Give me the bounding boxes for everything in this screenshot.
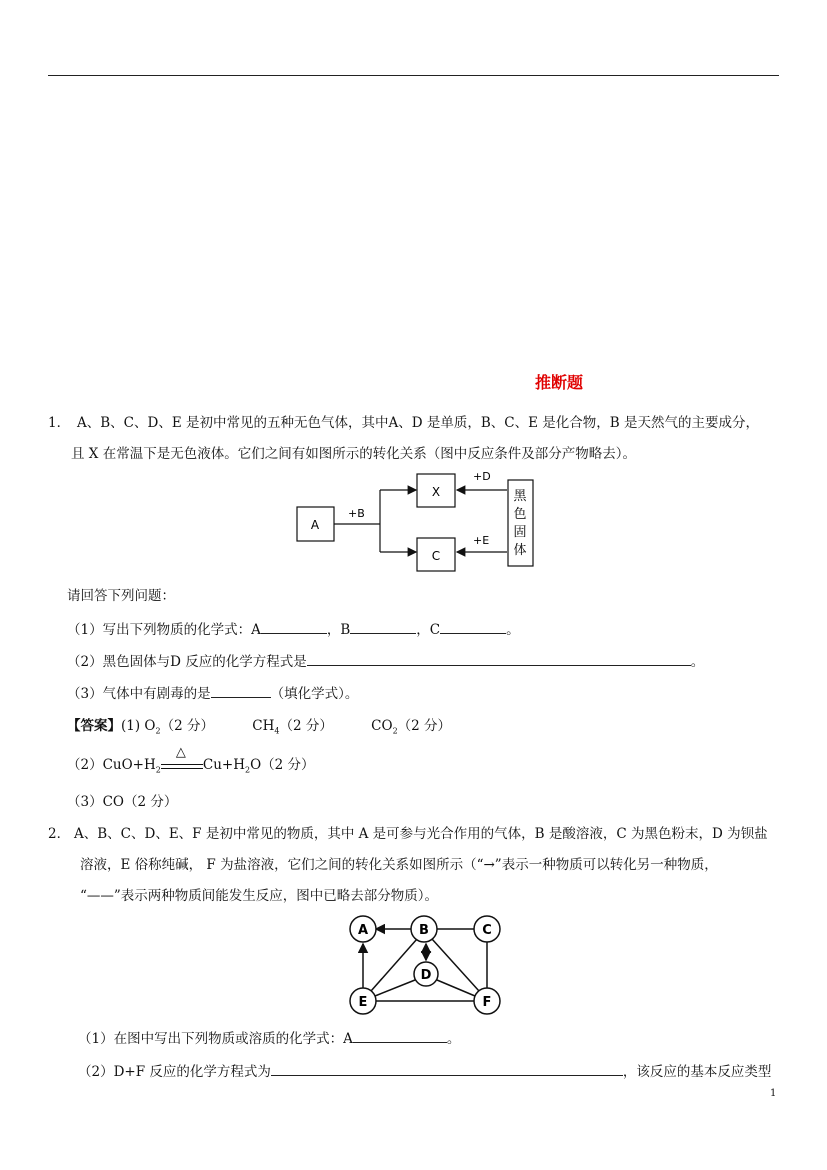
q1-sub1-b: ，B bbox=[326, 622, 351, 638]
answer-1c: CO bbox=[371, 718, 393, 734]
q2-sub1-end: 。 bbox=[446, 1031, 461, 1047]
q1-sub1 bbox=[67, 618, 520, 638]
node-b-label: B bbox=[419, 923, 429, 938]
blank-a[interactable] bbox=[261, 620, 327, 634]
q2-sub2-pre: （2）D+F 反应的化学方程式为 bbox=[78, 1064, 271, 1080]
blank-c[interactable] bbox=[440, 620, 506, 634]
q2-line3: “——”表示两种物质间能发生反应，图中已略去部分物质）。 bbox=[80, 888, 439, 904]
q1-prompt: 请回答下列问题： bbox=[67, 588, 175, 604]
q1-sub3-end: （填化学式）。 bbox=[270, 686, 359, 702]
q1-number: 1． bbox=[48, 415, 71, 431]
answer-1a-sub: 2 bbox=[155, 726, 161, 736]
q1-line2: 且 X 在常温下是无色液体。它们之间有如图所示的转化关系（图中反应条件及部分产物略去）。 bbox=[71, 446, 636, 462]
q2-diagram bbox=[340, 912, 510, 1018]
q2-number: 2． bbox=[48, 826, 71, 842]
q2-sub1-pre: （1）在图中写出下列物质或溶质的化学式：A bbox=[78, 1031, 353, 1047]
blank-b[interactable] bbox=[350, 620, 416, 634]
edge-b-e bbox=[371, 939, 417, 991]
answer-1b-sub: 4 bbox=[274, 726, 280, 736]
eq-products-end: O（2 分） bbox=[250, 757, 315, 773]
q1-sub3 bbox=[67, 682, 358, 702]
q1-sub1-c: ，C bbox=[416, 622, 441, 638]
q1-sub2-end: 。 bbox=[690, 654, 705, 670]
eq-reactants-sub: 2 bbox=[155, 765, 161, 775]
answer-1b: CH bbox=[252, 718, 275, 734]
page-number: 1 bbox=[770, 1088, 777, 1099]
answer-1a: (1) O bbox=[121, 718, 156, 734]
eq-products: Cu+H bbox=[202, 757, 245, 773]
edge-d-f bbox=[437, 980, 475, 996]
edge-d-e bbox=[375, 980, 415, 996]
q1-answer-line3: （3）CO（2 分） bbox=[67, 794, 178, 810]
blank-equation[interactable] bbox=[307, 652, 691, 666]
answer-1b-pts: （2 分） bbox=[279, 718, 333, 734]
black-solid-char-3: 固 bbox=[513, 525, 527, 540]
q1-answer-equation bbox=[67, 744, 315, 775]
box-x-label: X bbox=[431, 485, 441, 499]
blank-q2-equation[interactable] bbox=[271, 1062, 623, 1076]
node-a-label: A bbox=[357, 923, 369, 938]
label-plus-d: +D bbox=[473, 470, 491, 483]
node-d-label: D bbox=[420, 968, 432, 983]
answer-1c-sub: 2 bbox=[392, 726, 398, 736]
q2-sub2-end: ，该反应的基本反应类型 bbox=[622, 1064, 772, 1080]
q2-line1: A、B、C、D、E、F 是初中常见的物质，其中 A 是可参与光合作用的气体，B 是酸溶液，C 为黑色粉末，D 为钡盐 bbox=[74, 826, 768, 842]
q1-sub1-end: 。 bbox=[506, 622, 520, 638]
eq-sign bbox=[161, 744, 203, 773]
answer-1a-pts: （2 分） bbox=[160, 718, 214, 734]
q1-line1: A、B、C、D、E 是初中常见的五种无色气体，其中A、D 是单质，B、C、E 是化合物，B 是天然气的主要成分， bbox=[77, 415, 759, 431]
header-rule bbox=[48, 75, 779, 76]
black-solid-char-4: 体 bbox=[513, 543, 527, 558]
q1-sub1-pre: （1）写出下列物质的化学式：A bbox=[67, 622, 261, 638]
label-plus-e: +E bbox=[473, 534, 490, 547]
node-f-label: F bbox=[482, 995, 492, 1010]
blank-q2-a[interactable] bbox=[353, 1029, 447, 1043]
q1-sub2 bbox=[67, 650, 704, 670]
node-e-label: E bbox=[358, 995, 368, 1010]
page-title: 推断题 bbox=[535, 373, 584, 392]
q1-sub3-pre: （3）气体中有剧毒的是 bbox=[67, 686, 211, 702]
black-solid-char-1: 黑 bbox=[513, 489, 527, 504]
eq-reactants: （2）CuO+H bbox=[67, 757, 156, 773]
black-solid-char-2: 色 bbox=[513, 507, 527, 522]
q2-sub1 bbox=[78, 1027, 460, 1047]
blank-toxic-gas[interactable] bbox=[211, 684, 271, 698]
q2-line2: 溶液，E 俗称纯碱， F 为盐溶液，它们之间的转化关系如图所示（“→”表示一种物质可以转化另一种物质， bbox=[80, 857, 718, 873]
edge-b-f bbox=[432, 939, 479, 991]
box-a-label: A bbox=[310, 518, 320, 532]
answer-label: 【答案】 bbox=[67, 718, 121, 734]
heat-triangle-icon: △ bbox=[175, 744, 186, 760]
answer-1c-pts: （2 分） bbox=[397, 718, 452, 734]
q1-sub2-pre: （2）黑色固体与D 反应的化学方程式是 bbox=[67, 654, 307, 670]
eq-products-sub: 2 bbox=[244, 765, 251, 775]
q2-sub2 bbox=[78, 1060, 771, 1080]
box-c-label: C bbox=[431, 549, 441, 563]
label-plus-b: +B bbox=[348, 507, 365, 520]
node-c-label: C bbox=[482, 923, 492, 938]
q1-answer-line1 bbox=[67, 714, 451, 736]
q1-diagram bbox=[290, 460, 540, 580]
